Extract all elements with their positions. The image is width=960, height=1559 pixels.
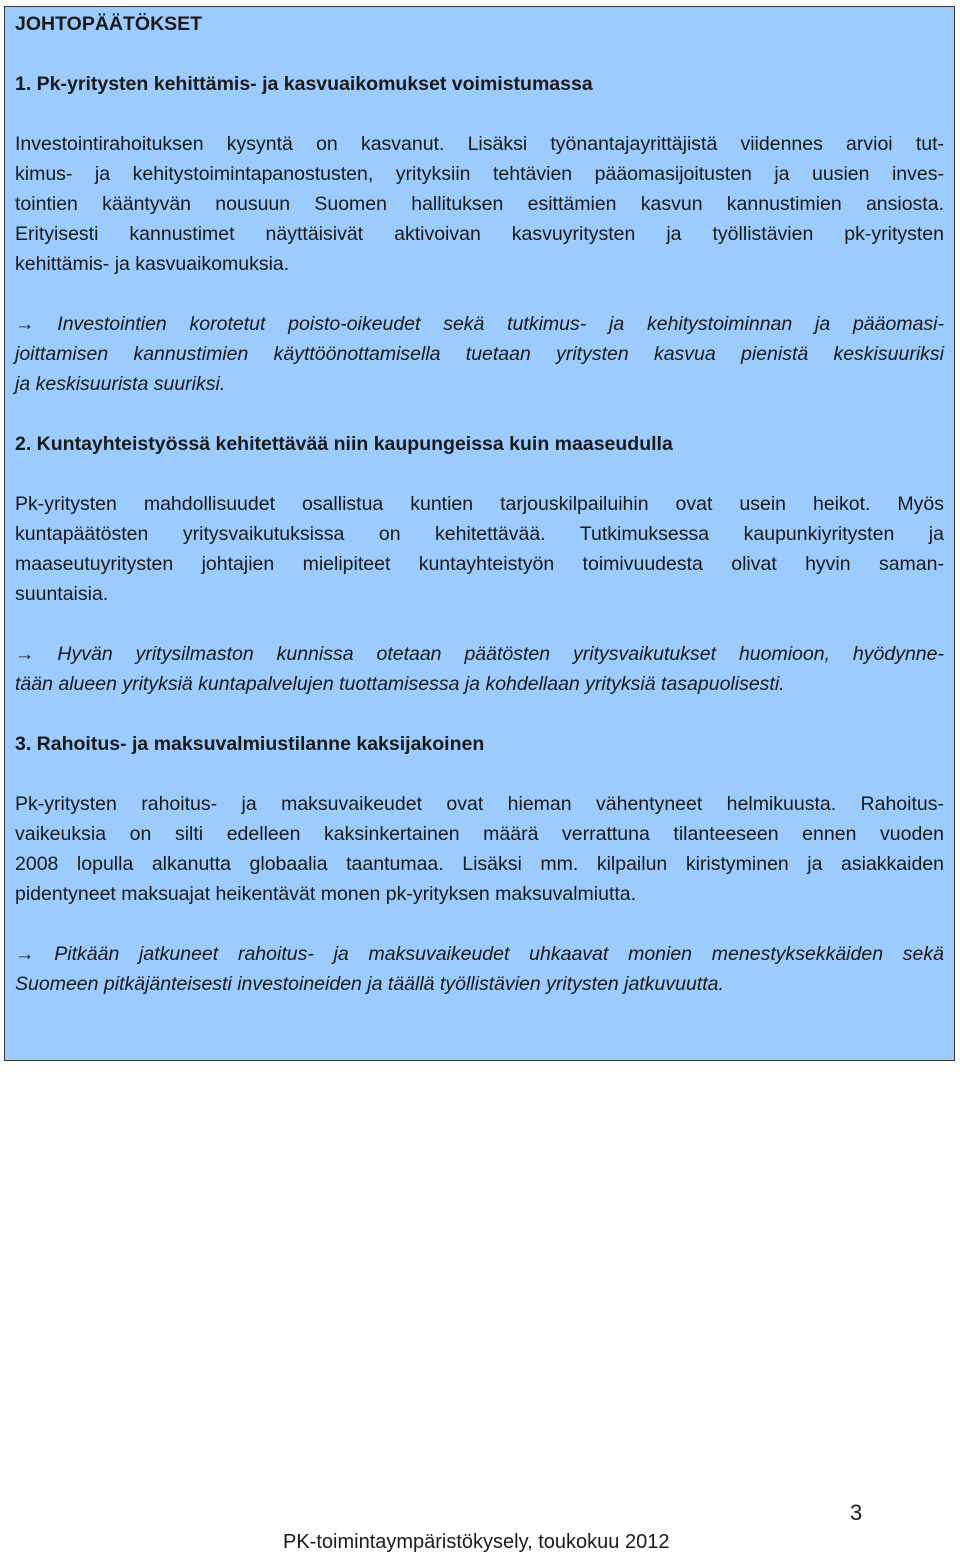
section-2-body-line: suuntaisia. [15, 583, 109, 605]
page-number: 3 [850, 1500, 863, 1525]
section-3-body-line: Pk-yritysten rahoitus- ja maksuvaikeudet ovat hieman vähentyneet helmikuusta. Rahoitus- [15, 793, 944, 815]
section-2-heading: 2. Kuntayhteistyössä kehitettävää niin kaupungeissa kuin maaseudulla [15, 433, 673, 455]
section-1-conclusion-line: → Investointien korotetut poisto-oikeudet sekä tutkimus- ja kehitystoiminnan ja pääomasi- [15, 313, 944, 335]
section-2-conclusion-line: → Hyvän yritysilmaston kunnissa otetaan päätösten yritysvaikutukset huomioon, hyödynne- [15, 643, 944, 665]
section-1-body-line: tointien kääntyvän nousuun Suomen hallituksen esittämien kasvun kannustimien ansiosta. [15, 193, 944, 215]
section-2-body-line: Pk-yritysten mahdollisuudet osallistua kuntien tarjouskilpailuihin ovat usein heikot. Myös [15, 493, 944, 515]
section-1-heading: 1. Pk-yritysten kehittämis- ja kasvuaikomukset voimistumassa [15, 73, 593, 95]
section-2-body-line: kuntapäätösten yritysvaikutuksissa on kehitettävää. Tutkimuksessa kaupunkiyritysten ja [15, 523, 944, 545]
section-1-conclusion-line: joittamisen kannustimien käyttöönottamisella tuetaan yritysten kasvua pienistä keskisuuriksi [15, 343, 944, 365]
page-title: JOHTOPÄÄTÖKSET [15, 13, 203, 35]
section-1-body-line: Erityisesti kannustimet näyttäisivät aktivoivan kasvuyritysten ja työllistävien pk-yritysten [15, 223, 944, 245]
section-3-conclusion-line: Suomeen pitkäjänteisesti investoineiden ja täällä työllistävien yritysten jatkuvuutta. [15, 973, 724, 995]
section-3-body-line: 2008 lopulla alkanutta globaalia taantumaa. Lisäksi mm. kilpailun kiristyminen ja asiakkaiden [15, 853, 944, 875]
section-3-heading: 3. Rahoitus- ja maksuvalmiustilanne kaksijakoinen [15, 733, 485, 755]
section-2-body-line: maaseutuyritysten johtajien mielipiteet kuntayhteistyön toimivuudesta olivat hyvin saman- [15, 553, 944, 575]
section-1-conclusion-line: ja keskisuurista suuriksi. [15, 373, 226, 395]
section-2-conclusion-line: tään alueen yrityksiä kuntapalvelujen tuottamisessa ja kohdellaan yrityksiä tasapuolisesti. [15, 673, 785, 695]
section-1-body-line: kehittämis- ja kasvuaikomuksia. [15, 253, 290, 275]
section-3-body-line: vaikeuksia on silti edelleen kaksinkertainen määrä verrattuna tilanteeseen ennen vuoden [15, 823, 944, 845]
section-1-body-line: kimus- ja kehitystoimintapanostusten, yrityksiin tehtävien pääomasijoitusten ja uusien inves- [15, 163, 944, 185]
section-1-body-line: Investointirahoituksen kysyntä on kasvanut. Lisäksi työnantajayrittäjistä viidennes arvioi tut- [15, 133, 944, 155]
section-3-body-line: pidentyneet maksuajat heikentävät monen pk-yrityksen maksuvalmiutta. [15, 883, 637, 905]
section-3-conclusion-line: → Pitkään jatkuneet rahoitus- ja maksuvaikeudet uhkaavat monien menestyksekkäiden sekä [15, 943, 944, 965]
footer-text: PK-toimintaympäristökysely, toukokuu 2012 [283, 1531, 670, 1553]
